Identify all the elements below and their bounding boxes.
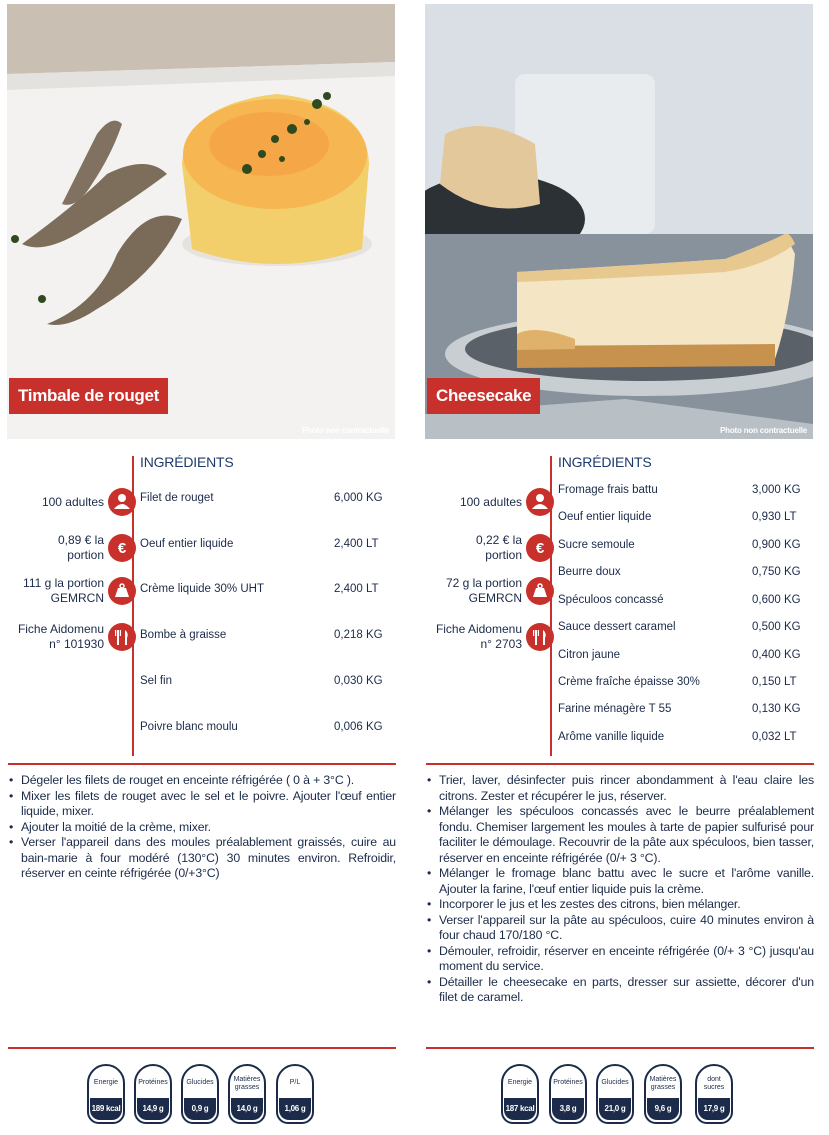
weight-text: 72 g la portion GEMRCN	[445, 576, 522, 605]
nutrition-label: Energie	[507, 1079, 533, 1086]
ingredient-name: Spéculoos concassé	[558, 594, 664, 606]
ingredient-qty: 0,500 KG	[752, 621, 801, 633]
ingredient-qty: 0,030 KG	[334, 675, 383, 687]
nutrition-value: 9,6 g	[647, 1098, 679, 1120]
nutrition-badge	[134, 1064, 172, 1124]
ingredient-qty: 0,900 KG	[752, 539, 801, 551]
nutrition-badge	[549, 1064, 587, 1124]
step-item: • Incorporer le jus et les zestes des citrons, bien mélanger.	[426, 897, 814, 913]
recipe-photo	[7, 4, 395, 439]
ingredient-qty: 2,400 LT	[334, 583, 379, 595]
ingredient-name: Bombe à graisse	[140, 629, 227, 641]
svg-text:€: €	[535, 540, 545, 557]
recipe-title: Cheesecake	[427, 378, 540, 414]
recipe-card-timbale	[5, 0, 400, 1135]
step-item: • Verser l'appareil dans des moules préalablement graissés, cuire au bain-marie à four modéré (130°C) 30 minutes environ. Refroidir, réserver en ceinte réfrigérée (0/+3°C)	[8, 835, 396, 882]
section-divider	[8, 1047, 396, 1049]
nutrition-badge	[276, 1064, 314, 1124]
portions-info	[460, 488, 554, 516]
nutrition-badges	[5, 1064, 400, 1130]
ingredient-name: Arôme vanille liquide	[558, 731, 665, 743]
ingredient-name: Sucre semoule	[558, 539, 635, 551]
nutrition-label: Protéines	[138, 1079, 168, 1086]
weight-info	[23, 576, 136, 606]
fiche-text: Fiche Aidomenu n° 2703	[435, 622, 522, 651]
ingredient-name: Fromage frais battu	[558, 484, 658, 496]
section-divider	[426, 763, 814, 765]
ingredient-qty: 3,000 KG	[752, 484, 801, 496]
portions-text: 100 adultes	[41, 494, 104, 509]
photo-disclaimer: Photo non contractuelle	[302, 426, 389, 435]
ingredient-qty: 0,032 LT	[752, 731, 797, 743]
nutrition-value: 21,0 g	[599, 1098, 631, 1120]
fiche-info	[18, 622, 136, 652]
nutrition-value: 14,9 g	[137, 1098, 169, 1120]
portions-text: 100 adultes	[459, 494, 522, 509]
svg-text:€: €	[117, 540, 127, 557]
nutrition-badge	[501, 1064, 539, 1124]
ingredient-qty: 0,150 LT	[752, 676, 797, 688]
ingredient-qty: 0,600 KG	[752, 594, 801, 606]
steps-list	[8, 773, 396, 882]
step-item: • Trier, laver, désinfecter puis rincer abondamment à l'eau claire les citrons. Zester et récupérer le jus, réserver.	[426, 773, 814, 804]
portions-info	[42, 488, 136, 516]
ingredient-name: Crème fraîche épaisse 30%	[558, 676, 700, 688]
ingredients-title: INGRÉDIENTS	[140, 454, 234, 470]
ingredient-name: Beurre doux	[558, 566, 621, 578]
weight-text: 111 g la portion GEMRCN	[23, 576, 104, 605]
recipe-photo	[425, 4, 813, 439]
ingredient-qty: 0,750 KG	[752, 566, 801, 578]
nutrition-badge	[695, 1064, 733, 1124]
ingredient-qty: 0,006 KG	[334, 721, 383, 733]
ingredient-name: Farine ménagère T 55	[558, 703, 672, 715]
cheesecake-illustration	[425, 4, 813, 439]
nutrition-label: Glucides	[186, 1079, 214, 1086]
ingredient-qty: 0,218 KG	[334, 629, 383, 641]
price-text: 0,89 € la portion	[57, 533, 104, 562]
nutrition-badge	[644, 1064, 682, 1124]
nutrition-badge	[87, 1064, 125, 1124]
recipe-card-cheesecake	[423, 0, 818, 1135]
nutrition-badge	[181, 1064, 219, 1124]
nutrition-label: Protéines	[553, 1079, 583, 1086]
recipe-title: Timbale de rouget	[9, 378, 168, 414]
timbale-illustration	[7, 4, 395, 439]
nutrition-value: 0,9 g	[184, 1098, 216, 1120]
step-item: • Mélanger les spéculoos concassés avec le beurre préalablement fondu. Chemiser largement les moules à tarte de papier sulfurisé pour faciliter le démoulage. Recouvrir de la pâte aux spéculoos, bien tasser, réserver en enceinte réfrigérée (0/+ 3 °C).	[426, 804, 814, 866]
ingredient-name: Oeuf entier liquide	[140, 538, 234, 550]
nutrition-label: Matières grasses	[233, 1076, 261, 1091]
nutrition-label: Matières grasses	[649, 1076, 677, 1091]
ingredient-name: Oeuf entier liquide	[558, 511, 652, 523]
ingredient-name: Crème liquide 30% UHT	[140, 583, 264, 595]
price-info	[476, 533, 554, 563]
ingredient-name: Citron jaune	[558, 649, 621, 661]
nutrition-value: 3,8 g	[552, 1098, 584, 1120]
nutrition-badge	[228, 1064, 266, 1124]
ingredients-divider	[550, 456, 552, 756]
ingredient-name: Sel fin	[140, 675, 172, 687]
step-item: • Verser l'appareil sur la pâte au spéculoos, cuire 40 minutes environ à four chaud 170/180 °C.	[426, 913, 814, 944]
ingredients-divider	[132, 456, 134, 756]
nutrition-label: Glucides	[601, 1079, 629, 1086]
nutrition-value: 187 kcal	[504, 1098, 536, 1120]
ingredient-name: Filet de rouget	[140, 492, 214, 504]
nutrition-badges	[423, 1064, 818, 1130]
photo-disclaimer: Photo non contractuelle	[720, 426, 807, 435]
step-item: • Dégeler les filets de rouget en enceinte réfrigérée ( 0 à + 3°C ).	[8, 773, 396, 789]
nutrition-label: dont sucres	[703, 1076, 725, 1091]
ingredient-name: Sauce dessert caramel	[558, 621, 676, 633]
price-info	[58, 533, 136, 563]
nutrition-value: 14,0 g	[231, 1098, 263, 1120]
ingredient-qty: 0,400 KG	[752, 649, 801, 661]
weight-info	[446, 576, 554, 606]
ingredient-qty: 0,930 LT	[752, 511, 797, 523]
ingredient-qty: 6,000 KG	[334, 492, 383, 504]
section-divider	[426, 1047, 814, 1049]
ingredient-qty: 0,130 KG	[752, 703, 801, 715]
fiche-text: Fiche Aidomenu n° 101930	[17, 622, 104, 651]
nutrition-value: 17,9 g	[698, 1098, 730, 1120]
ingredients-title: INGRÉDIENTS	[558, 454, 652, 470]
step-item: • Mélanger le fromage blanc battu avec le sucre et l'arôme vanille. Ajouter la farine, l'œuf entier liquide puis la crème.	[426, 866, 814, 897]
step-item: • Démouler, refroidir, réserver en enceinte réfrigérée (0/+ 3 °C) jusqu'au moment du service.	[426, 944, 814, 975]
nutrition-label: Energie	[93, 1079, 119, 1086]
step-item: • Ajouter la moitié de la crème, mixer.	[8, 820, 396, 836]
step-item: • Mixer les filets de rouget avec le sel et le poivre. Ajouter l'œuf entier liquide, mixer.	[8, 789, 396, 820]
nutrition-value: 189 kcal	[90, 1098, 122, 1120]
nutrition-badge	[596, 1064, 634, 1124]
steps-list	[426, 773, 814, 1006]
nutrition-value: 1,06 g	[279, 1098, 311, 1120]
nutrition-label: P/L	[289, 1079, 301, 1086]
ingredient-name: Poivre blanc moulu	[140, 721, 238, 733]
step-item: • Détailler le cheesecake en parts, dresser sur assiette, décorer d'un filet de caramel.	[426, 975, 814, 1006]
section-divider	[8, 763, 396, 765]
price-text: 0,22 € la portion	[475, 533, 522, 562]
ingredient-qty: 2,400 LT	[334, 538, 379, 550]
fiche-info	[436, 622, 554, 652]
